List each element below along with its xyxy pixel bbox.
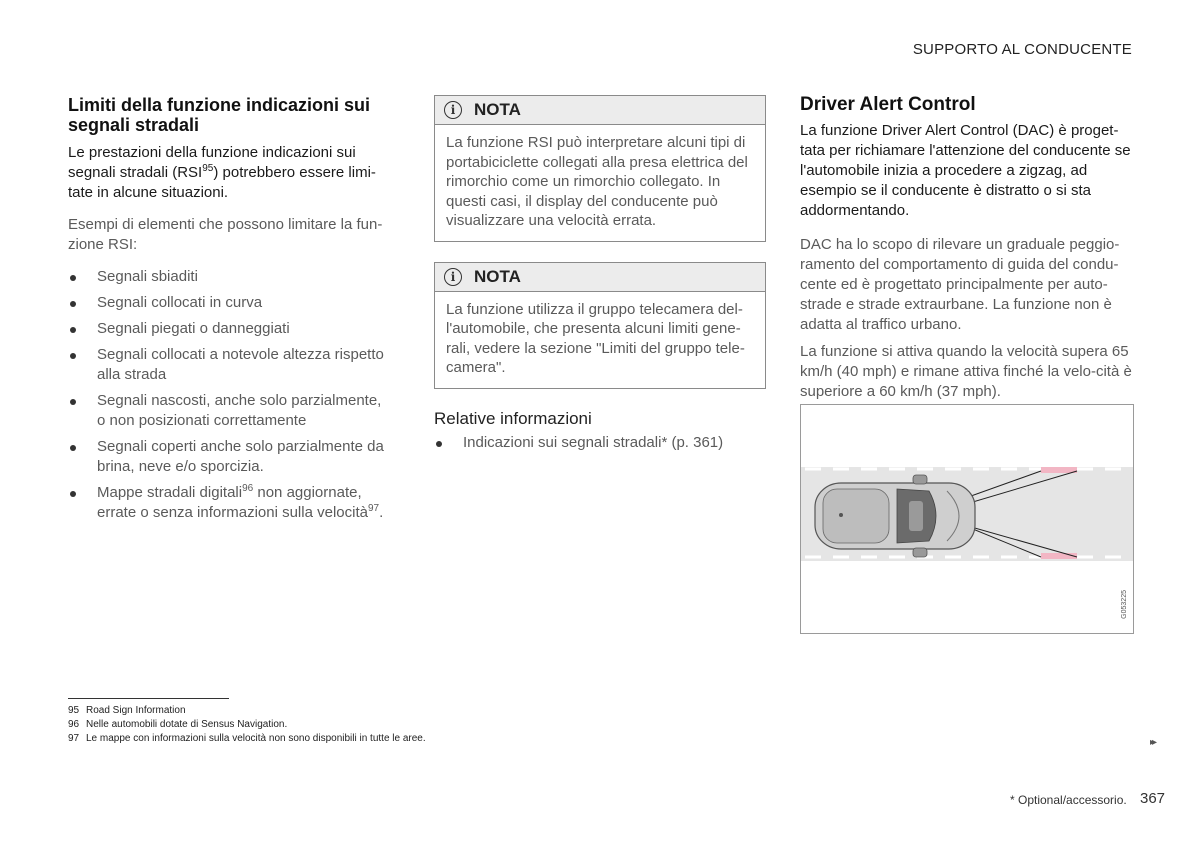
footnote-97: 97 Le mappe con informazioni sulla velocità non sono disponibili in tutte le aree. xyxy=(68,733,426,744)
list-item: Segnali piegati o danneggiati xyxy=(68,319,390,339)
footnote-ref-97[interactable]: 97 xyxy=(367,503,380,514)
note-header xyxy=(435,96,765,125)
footnote-ref-96[interactable]: 96 xyxy=(242,483,254,494)
related-info-list xyxy=(434,433,766,453)
list-item: Segnali coperti anche solo parzialmente da brina, neve e/o sporcizia. xyxy=(68,437,390,477)
figure-code: G053225 xyxy=(1121,590,1128,619)
rsi-examples-intro: Esempi di elementi che possono limitare la fun-zione RSI: xyxy=(68,216,383,253)
list-item: Segnali nascosti, anche solo parzialmente, o non posizionati correttamente xyxy=(68,391,390,431)
list-item: Segnali collocati a notevole altezza rispetto alla strada xyxy=(68,345,390,385)
note-box-rsi-bike-rack xyxy=(434,95,766,242)
note-text: La funzione RSI può interpretare alcuni tipi di portabiciclette collegati alla presa elettrica del rimorchio come un rimorchio collegato. In questi casi, il display del conducente può visualizzare una velocità errata. xyxy=(446,134,748,229)
rsi-intro: Le prestazioni della funzione indicazioni sui segnali stradali (RSI$^{95}$) potrebbero essere limi-tate in alcune situazioni. xyxy=(68,144,376,201)
footnotes xyxy=(68,704,426,746)
dac-illustration xyxy=(800,404,1134,634)
related-link-road-signs[interactable]: Indicazioni sui segnali stradali* (p. 361) xyxy=(434,433,766,453)
section-header: SUPPORTO AL CONDUCENTE xyxy=(912,41,1132,58)
list-item: Mappe stradali digitali$^{96}$ non aggiornate, errate o senza informazioni sulla velocità$^{97}$. xyxy=(68,483,390,523)
column-rsi-limits xyxy=(68,95,390,529)
footnote-95: 95 Road Sign Information xyxy=(68,705,186,716)
list-item: Segnali collocati in curva xyxy=(68,293,390,313)
car-top-view xyxy=(815,475,975,557)
footnote-ref-95[interactable]: 95 xyxy=(202,163,214,174)
column-dac xyxy=(800,95,1134,402)
note-header xyxy=(435,263,765,292)
related-info-heading: Relative informazioni xyxy=(434,408,592,428)
info-icon: i xyxy=(444,101,462,119)
dac-intro: La funzione Driver Alert Control (DAC) è proget-tata per richiamare l'attenzione del conducente se l'automobile inizia a procedere a zigzag, ad esempio se il conducente è distratto o si sta addormentando. xyxy=(800,122,1131,219)
column-notes xyxy=(434,95,766,453)
note-title: NOTA xyxy=(474,100,521,119)
info-icon: i xyxy=(444,268,462,286)
dac-paragraph: DAC ha lo scopo di rilevare un graduale peggio-ramento del comportamento di guida del condu-cente ed è progettato principalmente per auto-strade e strade extraurbane. La funzione non è adatta al traffico urbano. xyxy=(800,236,1120,333)
rsi-limits-heading: Limiti della funzione indicazioni sui segnali stradali xyxy=(68,95,371,135)
rsi-limits-list xyxy=(68,267,390,523)
footnote-96: 96 Nelle automobili dotate di Sensus Navigation. xyxy=(68,719,288,730)
car-on-road-illustration xyxy=(801,405,1133,633)
page-number: 367 xyxy=(1140,790,1166,807)
note-text: La funzione utilizza il gruppo telecamera del-l'automobile, che presenta alcuni limiti gene-rali, vedere la sezione "Limiti del gruppo tele-camera". xyxy=(446,300,745,376)
note-title: NOTA xyxy=(474,266,521,286)
list-item: Segnali sbiaditi xyxy=(68,267,390,287)
optional-accessory-note: * Optional/accessorio. xyxy=(1010,793,1127,807)
continue-arrow-icon: ▸▸ xyxy=(1150,737,1155,748)
note-box-camera-limits xyxy=(434,262,766,389)
footnote-divider xyxy=(68,698,229,699)
lane-marker-detected-bottom xyxy=(1041,553,1077,559)
dac-activation-paragraph: La funzione si attiva quando la velocità supera 65 km/h (40 mph) e rimane attiva finché la velo-cità è superiore a 60 km/h (37 mph). xyxy=(800,343,1132,400)
dac-heading: Driver Alert Control xyxy=(800,94,976,115)
